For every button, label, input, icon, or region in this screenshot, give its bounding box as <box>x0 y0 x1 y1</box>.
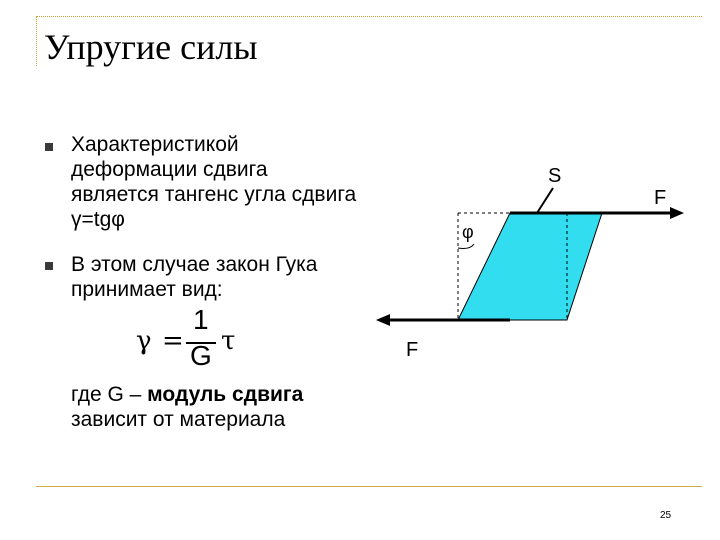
note-post: зависит от материала <box>71 408 286 431</box>
bullet-text-2: В этом случае закон Гука принимает вид: <box>71 253 318 301</box>
note-pre: где G – <box>71 383 148 406</box>
formula-numerator: 1 <box>193 304 209 335</box>
label-f-top: F <box>654 187 667 209</box>
area-pointer-line <box>537 188 553 213</box>
label-f-bottom: F <box>406 339 419 361</box>
phi-angle-arc <box>458 244 474 249</box>
bullet-text-1: Характеристикой деформации сдвига является тангенс угла сдвига γ=tgφ <box>71 133 357 231</box>
top-force-arrowhead <box>670 207 684 219</box>
formula-tau: τ <box>221 326 236 356</box>
bottom-border-line <box>36 486 702 487</box>
slide-title: Упругие силы <box>44 27 258 67</box>
slide-number: 25 <box>660 510 672 521</box>
label-phi: φ <box>462 222 474 242</box>
formula-equals: = <box>162 326 184 356</box>
formula-gamma: γ <box>136 326 152 356</box>
label-s: S <box>548 165 562 187</box>
deformed-block <box>458 213 602 320</box>
bottom-force-arrowhead <box>376 314 390 326</box>
formula-denominator: G <box>190 340 212 371</box>
note-bold: модуль сдвига <box>147 383 304 406</box>
